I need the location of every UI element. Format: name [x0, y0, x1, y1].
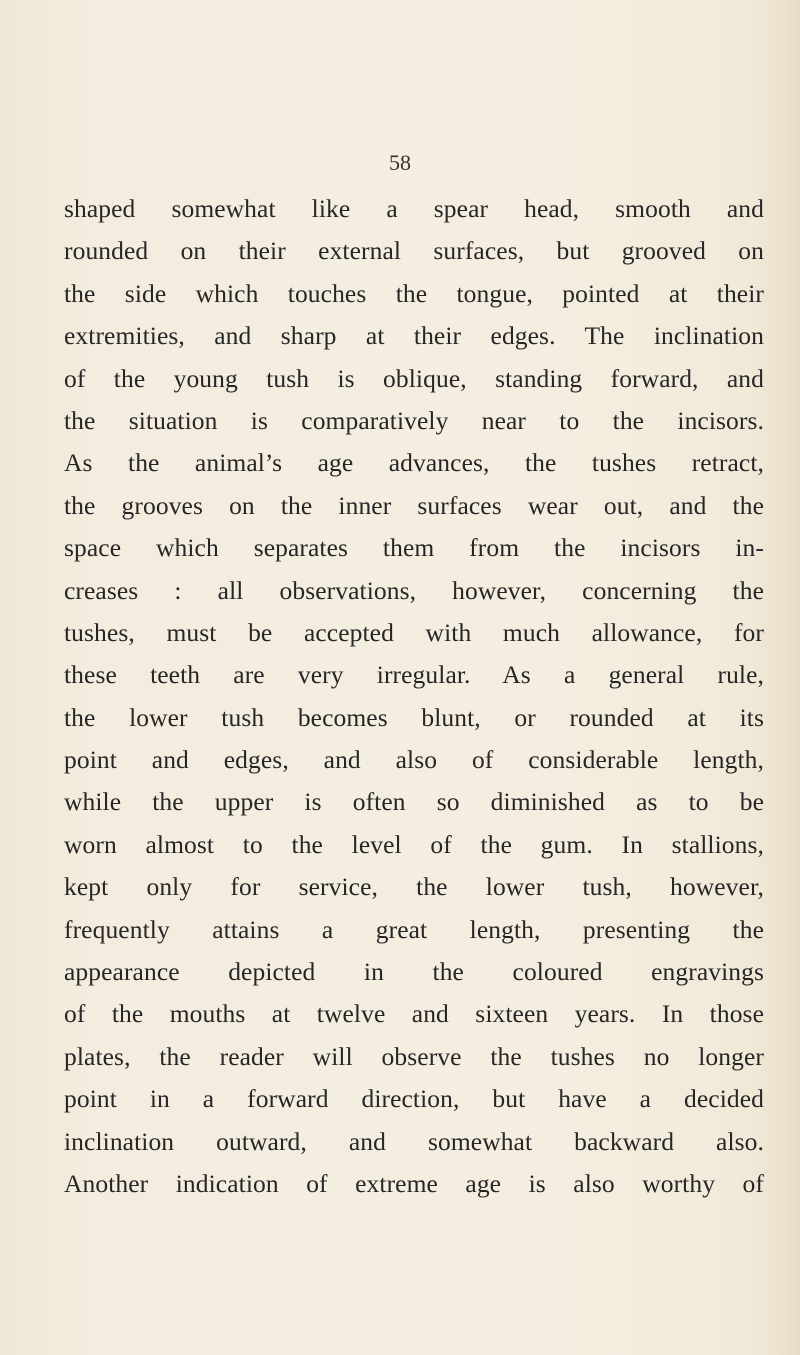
text-line: the grooves on the inner surfaces wear out, and the [64, 490, 764, 520]
text-line: the side which touches the tongue, pointed at their [64, 278, 764, 308]
text-line: Another indication of extreme age is also worthy of [64, 1168, 764, 1198]
text-line: the lower tush becomes blunt, or rounded at its [64, 702, 764, 732]
text-line: shaped somewhat like a spear head, smooth and [64, 194, 764, 223]
text-line: point and edges, and also of considerable length, [64, 745, 764, 775]
text-line: inclination outward, and somewhat backward also. [64, 1126, 764, 1156]
text-line: of the young tush is oblique, standing forward, and [64, 363, 764, 393]
text-line: creases : all observations, however, concerning the [64, 575, 764, 605]
text-line: space which separates them from the incisors in- [64, 533, 764, 563]
body-text [64, 188, 764, 1205]
text-line: tushes, must be accepted with much allowance, for [64, 617, 764, 647]
text-line: extremities, and sharp at their edges. The inclination [64, 321, 764, 351]
text-line: the situation is comparatively near to the incisors. [64, 405, 764, 435]
text-line: point in a forward direction, but have a decided [64, 1084, 764, 1114]
text-line: worn almost to the level of the gum. In stallions, [64, 829, 764, 859]
text-line: of the mouths at twelve and sixteen years. In those [64, 999, 764, 1029]
text-line: while the upper is often so diminished as to be [64, 787, 764, 817]
text-line: these teeth are very irregular. As a general rule, [64, 660, 764, 690]
text-line: frequently attains a great length, presenting the [64, 914, 764, 944]
text-line: rounded on their external surfaces, but grooved on [64, 236, 764, 266]
text-line: kept only for service, the lower tush, however, [64, 872, 764, 902]
text-line: As the animal’s age advances, the tushes retract, [64, 448, 764, 478]
text-line: appearance depicted in the coloured engravings [64, 957, 764, 987]
text-line: plates, the reader will observe the tushes no longer [64, 1041, 764, 1071]
page-number: 58 [389, 150, 411, 175]
